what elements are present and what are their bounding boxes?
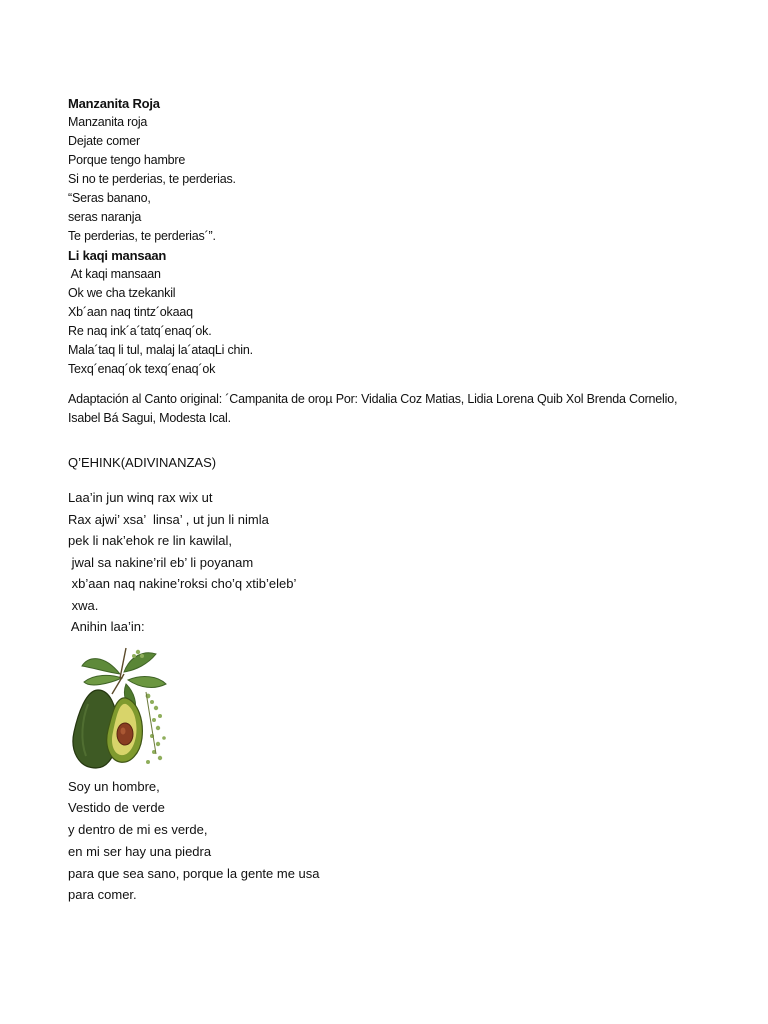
poem-line: Manzanita roja — [68, 115, 148, 129]
adaptation-credit: Adaptación al Canto original: ´Campanita de oroµ Por: Vidalia Coz Matias, Lidia Lorena Quib Xol Brenda Cornelio, Isabel Bá Sagui, Modesta Ical. — [68, 392, 678, 425]
riddle-line: xwa. — [68, 597, 99, 613]
poem-line: Porque tengo hambre — [68, 153, 186, 167]
answer-line: para comer. — [68, 887, 137, 903]
poem-spanish-title: Manzanita Roja — [68, 96, 160, 111]
riddle-line: pek li nak’ehok re lin kawilal, — [68, 533, 233, 548]
poem-spanish — [68, 94, 708, 246]
avocado-illustration — [68, 644, 172, 772]
poem-line: Dejate comer — [68, 134, 140, 148]
answer-line: Vestido de verde — [68, 800, 165, 816]
riddle-line: jwal sa nakine’ril eb’ li poyanam — [68, 554, 254, 570]
poem-line: Texq´enaq´ok texq´enaq´ok — [68, 362, 216, 376]
poem-line: Xb´aan naq tintz´okaaq — [68, 305, 193, 319]
poem-line: Mala´taq li tul, malaj la´ataqLi chin. — [68, 343, 253, 357]
riddle-qeqchi — [68, 487, 708, 638]
answer-line: y dentro de mi es verde, — [68, 822, 208, 838]
poem-line: “Seras banano, — [68, 191, 151, 205]
answer-line: en mi ser hay una piedra — [68, 843, 212, 859]
poem-qeqchi — [68, 246, 708, 379]
poem-line: Si no te perderias, te perderias. — [68, 172, 236, 186]
answer-line: Soy un hombre, — [68, 778, 160, 794]
riddles-title: Q’EHINK(ADIVINANZAS) — [68, 455, 217, 470]
poem-line: Re naq ink´a´tatq´enaq´ok. — [68, 324, 212, 338]
riddle-line: xb’aan naq nakine’roksi cho’q xtib’eleb’ — [68, 576, 297, 591]
poem-line: At kaqi mansaan — [68, 267, 161, 281]
riddle-line: Anihin laa’in: — [68, 619, 145, 634]
poem-qeqchi-title: Li kaqi mansaan — [68, 248, 167, 263]
poem-line: seras naranja — [68, 210, 142, 224]
riddle-spanish — [68, 776, 708, 907]
riddle-line: Laa’in jun winq rax wix ut — [68, 490, 213, 505]
riddle-line: Rax ajwi’ xsa’ linsa’ , ut jun li nimla — [68, 511, 269, 527]
poem-line: Ok we cha tzekankil — [68, 286, 176, 300]
answer-line: para que sea sano, porque la gente me usa — [68, 865, 320, 881]
poem-line: Te perderias, te perderias´”. — [68, 229, 216, 243]
document-page — [68, 94, 708, 906]
